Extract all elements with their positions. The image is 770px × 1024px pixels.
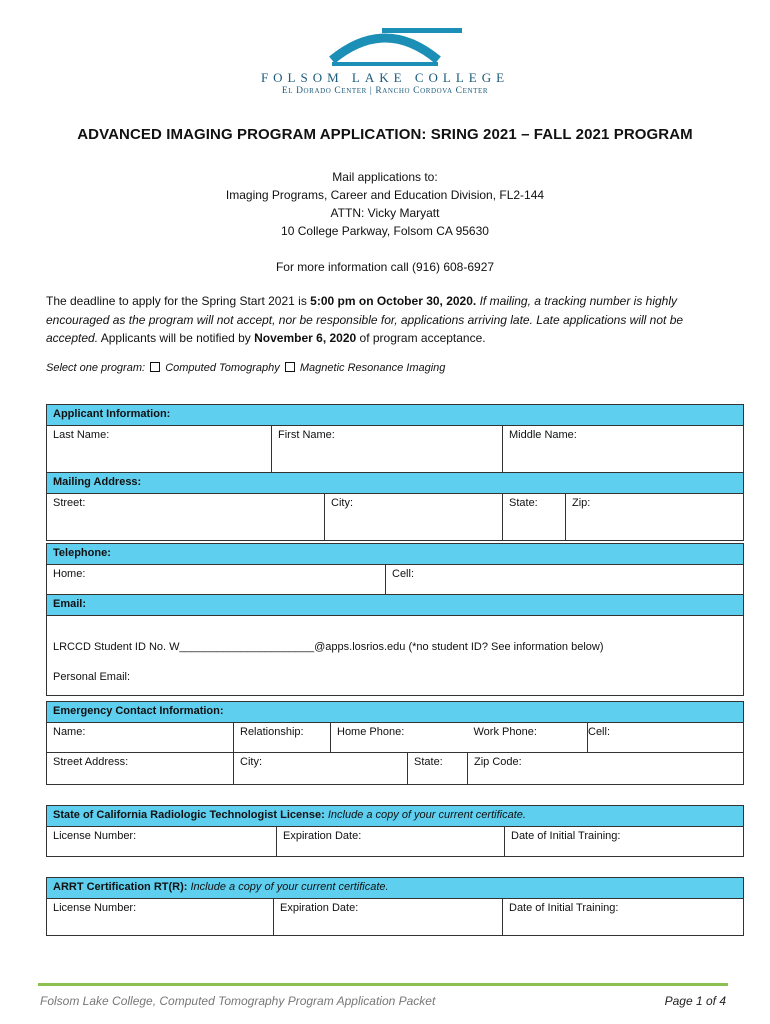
program-selection — [46, 362, 445, 374]
mri-checkbox[interactable] — [285, 362, 295, 372]
ca-license-header — [47, 806, 744, 827]
deadline-text: Applicants will be notified by — [98, 331, 255, 345]
logo-college-name: FOLSOM LAKE COLLEGE — [260, 70, 510, 85]
emergency-contact-table — [46, 701, 744, 785]
state-field[interactable]: State: — [503, 494, 566, 541]
arrt-table — [46, 877, 744, 936]
mail-line: Imaging Programs, Career and Education Division, FL2-144 — [225, 188, 545, 202]
ct-checkbox[interactable] — [150, 362, 160, 372]
select-prompt: Select one program: — [46, 362, 146, 374]
first-name-field[interactable]: First Name: — [272, 426, 503, 473]
deadline-text: The deadline to apply for the Spring Start 2021 is — [46, 294, 311, 308]
emergency-street-field[interactable]: Street Address: — [47, 753, 234, 785]
college-logo — [250, 22, 520, 100]
arrt-expiration-field[interactable]: Expiration Date: — [274, 899, 503, 936]
emergency-work-phone-field[interactable]: Work Phone: — [468, 723, 588, 753]
zip-field[interactable]: Zip: — [566, 494, 744, 541]
ct-label: Computed Tomography — [165, 362, 280, 374]
mail-line: ATTN: Vicky Maryatt — [330, 206, 440, 220]
contact-table — [46, 543, 744, 696]
emergency-header: Emergency Contact Information: — [47, 702, 744, 723]
page-title: ADVANCED IMAGING PROGRAM APPLICATION: SRING 2021 – FALL 2021 PROGRAM — [77, 126, 693, 143]
emergency-cell-field[interactable]: Cell: — [588, 723, 744, 753]
footer-page-number: Page 1 of 4 — [664, 994, 726, 1008]
logo-subtitle: El Dorado Center | Rancho Cordova Center — [281, 86, 489, 96]
city-field[interactable]: City: — [325, 494, 503, 541]
personal-email-line[interactable]: Personal Email: — [53, 671, 131, 683]
emergency-home-phone-field[interactable]: Home Phone: — [331, 723, 468, 753]
emergency-name-field[interactable]: Name: — [47, 723, 234, 753]
arrt-header — [47, 878, 744, 899]
emergency-zip-field[interactable]: Zip Code: — [468, 753, 744, 785]
arrt-note: Include a copy of your current certificate. — [187, 881, 389, 893]
ca-license-number-field[interactable]: License Number: — [47, 827, 277, 857]
middle-name-field[interactable]: Middle Name: — [503, 426, 744, 473]
applicant-header: Applicant Information: — [47, 405, 744, 426]
applicant-info-table — [46, 404, 744, 541]
mailing-header: Mailing Address: — [47, 473, 744, 494]
mailing-instructions — [0, 168, 770, 240]
info-phone: For more information call (916) 608-6927 — [275, 260, 495, 274]
notification-date: November 6, 2020 — [254, 331, 357, 345]
mri-label: Magnetic Resonance Imaging — [299, 362, 446, 374]
arrt-title: ARRT Certification RT(R): — [53, 881, 188, 893]
last-name-field[interactable]: Last Name: — [47, 426, 272, 473]
deadline-paragraph — [46, 292, 726, 348]
deadline-date: 5:00 pm on October 30, 2020. — [310, 294, 477, 308]
mail-line: Mail applications to: — [332, 170, 438, 184]
home-phone-field[interactable]: Home: — [47, 565, 386, 595]
ca-license-note: Include a copy of your current certificate. — [324, 809, 526, 821]
email-header: Email: — [47, 595, 744, 616]
deadline-warning: If mailing, a tracking number is highly encouraged as the program will not accept, nor be responsible for, applications arriving late. Late applications will not be accepted. — [46, 294, 684, 345]
cell-phone-field[interactable]: Cell: — [386, 565, 744, 595]
logo-arc-icon — [250, 22, 520, 72]
email-field[interactable] — [47, 616, 744, 696]
ca-license-expiration-field[interactable]: Expiration Date: — [277, 827, 505, 857]
street-field[interactable]: Street: — [47, 494, 325, 541]
footer-divider — [38, 983, 728, 986]
arrt-training-field[interactable]: Date of Initial Training: — [503, 899, 744, 936]
deadline-text: of program acceptance. — [356, 331, 486, 345]
mail-line: 10 College Parkway, Folsom CA 95630 — [281, 224, 489, 238]
ca-license-training-field[interactable]: Date of Initial Training: — [505, 827, 744, 857]
emergency-state-field[interactable]: State: — [408, 753, 468, 785]
emergency-city-field[interactable]: City: — [234, 753, 408, 785]
ca-license-table — [46, 805, 744, 857]
telephone-header: Telephone: — [47, 544, 744, 565]
relationship-field[interactable]: Relationship: — [234, 723, 331, 753]
footer-document-title: Folsom Lake College, Computed Tomography Program Application Packet — [40, 994, 436, 1008]
ca-license-title: State of California Radiologic Technologist License: — [53, 809, 325, 821]
student-id-line[interactable]: LRCCD Student ID No. W______________________@apps.losrios.edu (*no student ID? See information below) — [53, 641, 604, 653]
arrt-number-field[interactable]: License Number: — [47, 899, 274, 936]
